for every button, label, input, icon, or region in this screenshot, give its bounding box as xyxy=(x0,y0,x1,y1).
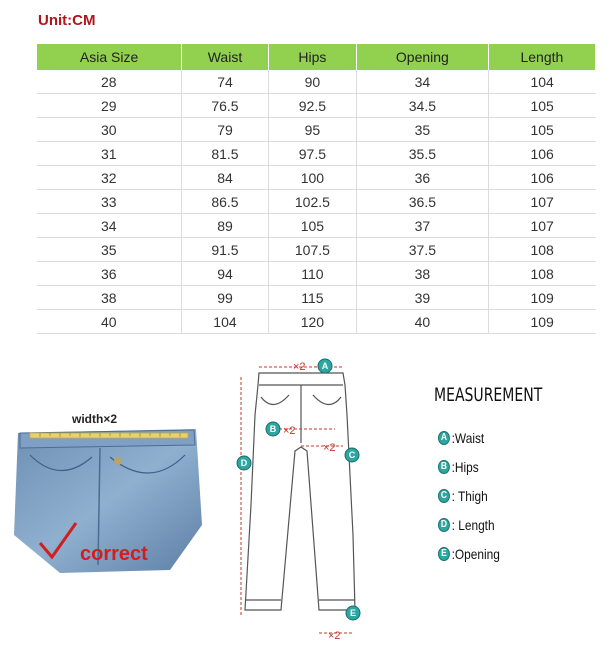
header-opening: Opening xyxy=(356,44,488,70)
table-row xyxy=(37,262,596,286)
table-body xyxy=(37,70,596,334)
table-row xyxy=(37,238,596,262)
table-cell: 89 xyxy=(182,214,269,238)
table-cell: 79 xyxy=(182,118,269,142)
table-cell: 100 xyxy=(268,166,356,190)
table-cell: 109 xyxy=(488,286,595,310)
table-cell: 34.5 xyxy=(356,94,488,118)
table-row xyxy=(37,190,596,214)
table-cell: 33 xyxy=(37,190,182,214)
table-cell: 105 xyxy=(268,214,356,238)
table-row xyxy=(37,94,596,118)
table-cell: 36 xyxy=(37,262,182,286)
legend-text-hips: :Hips xyxy=(451,458,479,475)
table-cell: 74 xyxy=(182,70,269,94)
table-cell: 108 xyxy=(488,238,595,262)
table-cell: 35 xyxy=(37,238,182,262)
size-table xyxy=(36,44,596,334)
table-cell: 40 xyxy=(356,310,488,334)
pants-diagram xyxy=(225,355,365,655)
table-cell: 36 xyxy=(356,166,488,190)
table-cell: 102.5 xyxy=(268,190,356,214)
header-length: Length xyxy=(488,44,595,70)
table-cell: 105 xyxy=(488,118,595,142)
table-cell: 91.5 xyxy=(182,238,269,262)
table-cell: 107.5 xyxy=(268,238,356,262)
table-cell: 115 xyxy=(268,286,356,310)
table-cell: 37 xyxy=(356,214,488,238)
thigh-x2-label: ×2 xyxy=(323,442,336,454)
table-cell: 39 xyxy=(356,286,488,310)
legend-marker-c: C xyxy=(438,489,450,503)
legend-item-thigh xyxy=(438,481,500,510)
table-cell: 40 xyxy=(37,310,182,334)
header-asia-size: Asia Size xyxy=(37,44,182,70)
table-cell: 92.5 xyxy=(268,94,356,118)
table-cell: 35 xyxy=(356,118,488,142)
table-cell: 32 xyxy=(37,166,182,190)
table-cell: 95 xyxy=(268,118,356,142)
table-cell: 94 xyxy=(182,262,269,286)
table-row xyxy=(37,166,596,190)
table-row xyxy=(37,286,596,310)
table-cell: 37.5 xyxy=(356,238,488,262)
legend-text-thigh: : Thigh xyxy=(451,487,488,504)
legend-marker-d: D xyxy=(438,518,450,532)
width-label: width×2 xyxy=(72,412,118,426)
legend-text-waist: :Waist xyxy=(451,429,485,446)
hips-x2-label: ×2 xyxy=(283,425,296,437)
table-cell: 104 xyxy=(182,310,269,334)
legend-item-opening xyxy=(438,539,500,568)
table-cell: 76.5 xyxy=(182,94,269,118)
table-row xyxy=(37,70,596,94)
table-cell: 107 xyxy=(488,214,595,238)
table-row xyxy=(37,214,596,238)
table-cell: 109 xyxy=(488,310,595,334)
legend-text-opening: :Opening xyxy=(451,545,500,562)
unit-label: Unit:CM xyxy=(38,12,96,29)
measurement-title: MEASUREMENT xyxy=(434,384,543,406)
table-cell: 106 xyxy=(488,166,595,190)
legend-item-length xyxy=(438,510,500,539)
table-cell: 81.5 xyxy=(182,142,269,166)
table-cell: 84 xyxy=(182,166,269,190)
table-cell: 30 xyxy=(37,118,182,142)
table-row xyxy=(37,118,596,142)
table-cell: 31 xyxy=(37,142,182,166)
table-cell: 38 xyxy=(356,262,488,286)
table-cell: 36.5 xyxy=(356,190,488,214)
measurement-legend xyxy=(438,423,511,568)
marker-d: D xyxy=(240,458,248,468)
table-cell: 28 xyxy=(37,70,182,94)
table-cell: 120 xyxy=(268,310,356,334)
table-cell: 110 xyxy=(268,262,356,286)
table-cell: 29 xyxy=(37,94,182,118)
header-waist: Waist xyxy=(182,44,269,70)
table-cell: 34 xyxy=(37,214,182,238)
table-cell: 105 xyxy=(488,94,595,118)
table-cell: 107 xyxy=(488,190,595,214)
table-cell: 86.5 xyxy=(182,190,269,214)
table-row xyxy=(37,142,596,166)
marker-c: C xyxy=(348,450,356,460)
table-cell: 38 xyxy=(37,286,182,310)
marker-a: A xyxy=(321,361,329,371)
legend-marker-e: E xyxy=(438,547,450,561)
opening-x2-label: ×2 xyxy=(328,630,341,642)
table-cell: 104 xyxy=(488,70,595,94)
legend-text-length: : Length xyxy=(451,516,495,533)
legend-item-hips xyxy=(438,452,500,481)
table-row xyxy=(37,310,596,334)
table-cell: 106 xyxy=(488,142,595,166)
table-cell: 99 xyxy=(182,286,269,310)
legend-marker-b: B xyxy=(438,460,450,474)
marker-e: E xyxy=(349,608,357,618)
correct-label: correct xyxy=(80,543,148,565)
marker-b: B xyxy=(269,424,277,434)
table-cell: 108 xyxy=(488,262,595,286)
waist-x2-label: ×2 xyxy=(293,361,306,373)
legend-item-waist xyxy=(438,423,500,452)
table-cell: 97.5 xyxy=(268,142,356,166)
table-cell: 35.5 xyxy=(356,142,488,166)
header-hips: Hips xyxy=(268,44,356,70)
table-cell: 34 xyxy=(356,70,488,94)
legend-marker-a: A xyxy=(438,431,450,445)
table-header-row xyxy=(37,44,596,70)
table-cell: 90 xyxy=(268,70,356,94)
